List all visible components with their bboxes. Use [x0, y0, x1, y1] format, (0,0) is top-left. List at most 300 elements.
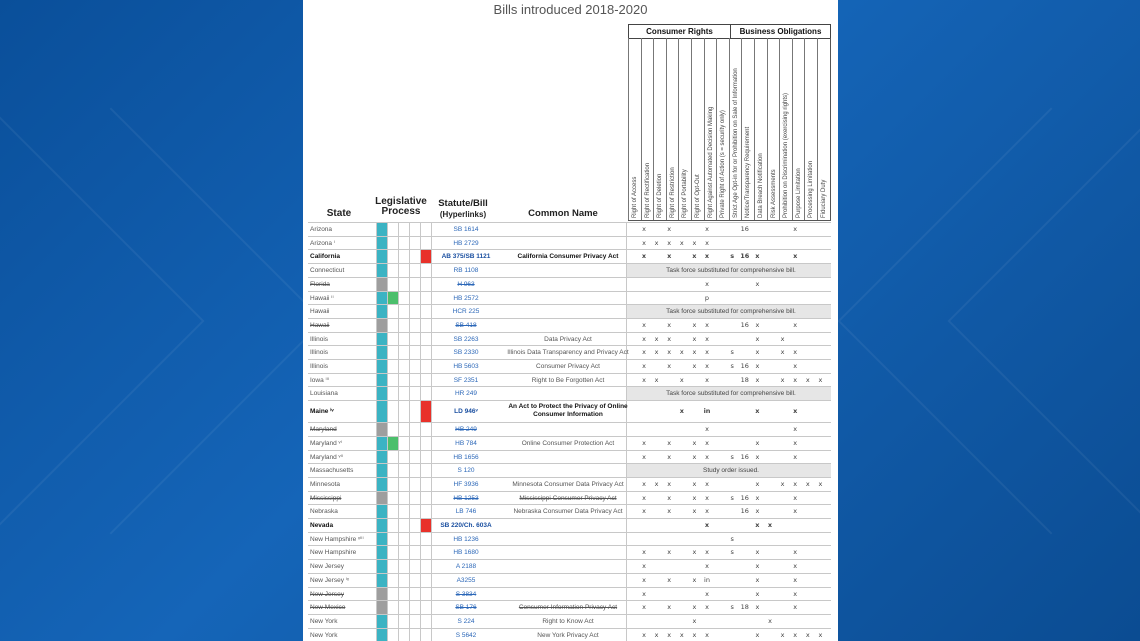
common-name: New York Privacy Act — [537, 631, 599, 639]
rotated-column-header — [804, 38, 818, 220]
mark-cell: x — [642, 238, 646, 247]
mark-cell: x — [667, 452, 672, 461]
table-row — [308, 263, 831, 277]
mark-cell: x — [642, 575, 646, 584]
mark-cell: x — [642, 334, 646, 343]
table-row — [308, 345, 831, 359]
column-header-label: Purpose Limitation — [795, 168, 802, 218]
mark-cell: x — [642, 562, 646, 571]
mark-cell: p — [704, 293, 710, 302]
legislative-process-teal-cell — [376, 560, 387, 573]
mark-cell: x — [667, 252, 672, 261]
state-name: New Jersey — [310, 590, 344, 598]
mark-cell: x — [793, 548, 798, 557]
mark-cell: x — [667, 575, 672, 584]
legislative-process-teal-cell — [376, 305, 387, 318]
table-row — [308, 400, 831, 422]
common-name: Data Privacy Act — [544, 335, 592, 343]
table-row — [308, 532, 831, 546]
table-row — [308, 236, 831, 250]
mark-cell: x — [793, 603, 798, 612]
mark-cell: s — [730, 534, 734, 543]
mark-cell: x — [692, 548, 697, 557]
statute-bill-header: Statute/Bill — [438, 198, 488, 209]
mark-cell: x — [692, 320, 697, 329]
mark-cell: 16 — [740, 252, 750, 261]
mark-cell: x — [793, 348, 798, 357]
mark-cell: x — [692, 334, 697, 343]
mark-cell: x — [705, 334, 709, 343]
mark-cell: x — [642, 438, 646, 447]
mark-cell: x — [679, 238, 684, 247]
state-name: New Jersey — [310, 563, 344, 571]
legislative-process-teal-cell — [376, 437, 387, 450]
mark-cell: x — [755, 603, 760, 612]
mark-cell: x — [667, 334, 672, 343]
document-subtitle: Bills introduced 2018-2020 — [493, 2, 648, 17]
table-row — [308, 332, 831, 346]
mark-cell: x — [642, 493, 646, 502]
mark-cell: x — [755, 375, 760, 384]
mark-cell: x — [755, 334, 760, 343]
table-row — [308, 373, 831, 387]
mark-cell: s — [730, 362, 734, 370]
common-name: California Consumer Privacy Act — [517, 253, 619, 261]
legislative-process-gray-cell — [376, 492, 387, 505]
mark-cell: x — [755, 348, 760, 357]
mark-cell: x — [793, 407, 798, 416]
mark-cell: x — [692, 493, 697, 502]
mark-cell: x — [705, 452, 709, 461]
legislative-process-teal-cell — [376, 574, 387, 587]
legislative-process-teal-cell — [376, 629, 387, 641]
bill-link[interactable]: SB 2263 — [453, 335, 479, 343]
mark-cell: x — [704, 521, 710, 529]
mark-cell: x — [642, 375, 646, 384]
table-row — [308, 477, 831, 491]
legislative-process-teal-cell — [376, 451, 387, 464]
mark-cell: x — [755, 452, 760, 461]
rotated-column-header — [767, 38, 781, 220]
legislative-process-teal-cell — [376, 401, 387, 422]
mark-cell: x — [642, 348, 646, 357]
legislative-process-teal-cell — [376, 533, 387, 546]
mark-cell: x — [679, 630, 684, 639]
mark-cell: x — [793, 493, 798, 502]
bill-link[interactable]: SB 2330 — [453, 349, 479, 357]
mark-cell: x — [768, 616, 772, 625]
legislative-process-teal-cell — [376, 505, 387, 518]
mark-cell: x — [692, 507, 697, 516]
legislative-process-teal-cell — [376, 519, 387, 532]
table-row — [308, 249, 831, 263]
mark-cell: x — [755, 507, 760, 516]
mark-cell: s — [730, 603, 734, 612]
mark-cell: x — [780, 479, 785, 488]
column-header-label: Right of Access — [632, 176, 638, 218]
rotated-column-header — [729, 38, 743, 220]
mark-cell: s — [730, 493, 734, 502]
state-name: Louisiana — [310, 390, 338, 398]
mark-cell: x — [793, 252, 798, 261]
bill-link[interactable]: HB 2572 — [453, 294, 479, 302]
mark-cell: x — [755, 493, 760, 502]
mark-cell: x — [705, 348, 709, 357]
legislative-process-gray-cell — [376, 588, 387, 601]
bill-link[interactable]: AB 375/SB 1121 — [441, 253, 491, 261]
common-name: Consumer Privacy Act — [536, 363, 600, 370]
mark-cell: x — [641, 252, 647, 261]
mark-cell: x — [755, 362, 760, 370]
bill-link[interactable]: SB 1614 — [453, 226, 479, 233]
column-header-label: Right of Portability — [682, 169, 689, 218]
mark-cell: x — [705, 493, 709, 502]
column-header-label: Processing Limitation — [808, 160, 815, 218]
mark-cell: x — [705, 425, 709, 434]
bill-link[interactable]: A3255 — [456, 576, 476, 584]
mark-cell: 16 — [740, 507, 749, 516]
mark-cell: x — [755, 630, 760, 639]
legislative-process-teal-cell — [376, 223, 387, 236]
bill-link[interactable]: HB 5603 — [453, 363, 479, 370]
legislative-process-teal-cell — [376, 292, 387, 305]
legislative-process-gray-cell — [376, 601, 387, 614]
mark-cell: x — [755, 589, 760, 598]
mark-cell: x — [667, 362, 672, 370]
bill-link[interactable]: HB 1680 — [453, 549, 479, 557]
mark-cell: x — [692, 362, 697, 370]
mark-cell: x — [667, 438, 672, 447]
column-header-label: Notice/Transparency Requirement — [745, 126, 752, 218]
legislative-process-gray-cell — [376, 319, 387, 332]
mark-cell: x — [793, 438, 798, 447]
common-name: An Act to Protect the Privacy of Online Consumer Information — [508, 403, 628, 419]
mark-cell: x — [667, 225, 672, 233]
mark-cell: x — [692, 252, 697, 261]
mark-cell: x — [705, 375, 709, 384]
mark-cell: x — [705, 630, 709, 639]
rotated-column-header — [792, 38, 806, 220]
mark-cell: x — [780, 630, 785, 639]
legislative-process-header: Legislative Process — [375, 196, 427, 217]
legislative-process-gray-cell — [376, 278, 387, 291]
mark-cell: x — [705, 562, 709, 571]
state-name: Maryland ᵛⁱⁱ — [310, 453, 343, 461]
state-name: Hawaii — [310, 308, 330, 316]
bill-link[interactable]: SB 418 — [455, 321, 477, 329]
mark-cell: x — [755, 562, 760, 571]
hyperlinks-header: (Hyperlinks) — [439, 210, 487, 219]
mark-cell: x — [755, 320, 760, 329]
column-header-label: Private Right of Action (s = security only) — [720, 110, 727, 218]
mark-cell: x — [642, 225, 646, 233]
common-name: Right to Know Act — [542, 617, 594, 625]
bill-link[interactable]: SB 220/Ch. 603A — [440, 522, 492, 529]
legislative-process-teal-cell — [376, 374, 387, 387]
mark-cell: in — [703, 407, 711, 416]
mark-cell: x — [755, 548, 760, 557]
mark-cell: x — [692, 348, 697, 357]
mark-cell: x — [654, 334, 659, 343]
column-header-label: Right of Opt-Out — [695, 174, 701, 218]
common-name: Mississippi Consumer Privacy Act — [519, 494, 617, 502]
table-row — [308, 318, 831, 332]
mark-cell: x — [805, 375, 810, 384]
column-header-label: Strict Age Opt-in for or Prohibition on Sale of Information — [732, 68, 739, 218]
bill-link[interactable]: HB 2729 — [453, 239, 479, 247]
rotated-column-header — [754, 38, 768, 220]
table-row — [308, 573, 831, 587]
mark-cell: x — [805, 630, 810, 639]
table-row — [308, 600, 831, 614]
common-name: Nebraska Consumer Data Privacy Act — [513, 508, 623, 516]
rotated-column-header — [741, 38, 755, 220]
bill-link[interactable]: HB 784 — [455, 439, 477, 447]
common-name: Online Consumer Protection Act — [521, 439, 615, 447]
state-name: New York — [310, 617, 338, 625]
rotated-column-header — [653, 38, 667, 220]
mark-cell: x — [705, 438, 709, 447]
mark-cell: x — [805, 479, 810, 488]
common-name: Consumer Information Privacy Act — [518, 604, 618, 612]
row-note: Task force substituted for comprehensive bill. — [666, 308, 796, 316]
mark-cell: x — [692, 238, 697, 247]
mark-cell: x — [793, 425, 798, 434]
rotated-column-header — [628, 38, 642, 220]
bill-link[interactable]: LB 746 — [455, 508, 477, 516]
mark-cell: x — [780, 375, 785, 384]
row-note: Task force substituted for comprehensive bill. — [666, 267, 796, 275]
mark-cell: 16 — [740, 362, 749, 370]
mark-cell: x — [793, 479, 798, 488]
state-name: Florida — [310, 280, 330, 288]
table-row — [308, 463, 831, 477]
mark-cell: x — [667, 493, 672, 502]
column-header-label: Prohibition on Discrimination (exercising rights) — [783, 92, 790, 218]
table-row — [308, 587, 831, 601]
mark-cell: x — [667, 603, 672, 612]
bill-link[interactable]: S 120 — [457, 467, 475, 475]
mark-cell: x — [704, 252, 710, 261]
mark-cell: 18 — [740, 375, 749, 384]
mark-cell: x — [642, 603, 646, 612]
bill-link[interactable]: A 2188 — [455, 563, 477, 571]
business-obligations-header: Business Obligations — [730, 24, 831, 39]
mark-cell: x — [667, 630, 672, 639]
mark-cell: x — [705, 320, 709, 329]
state-name: New York — [310, 631, 338, 639]
state-name: Maryland — [310, 426, 337, 434]
mark-cell: x — [692, 630, 697, 639]
mark-cell: x — [654, 238, 659, 247]
state-header: State — [326, 208, 352, 219]
mark-cell: 16 — [740, 225, 749, 233]
common-name: Minnesota Consumer Data Privacy Act — [512, 480, 624, 488]
column-header-label: Fiduciary Duty — [821, 179, 827, 218]
mark-cell: x — [793, 575, 798, 584]
bill-link[interactable]: HB 249 — [455, 426, 477, 434]
common-name: Right to Be Forgotten Act — [531, 376, 605, 384]
column-header-label: Right Against Automated Decision Making — [707, 106, 714, 218]
mark-cell: x — [705, 548, 709, 557]
bill-link[interactable]: RB 1108 — [453, 267, 479, 275]
state-name: Nevada — [310, 522, 334, 529]
mark-cell: x — [793, 362, 798, 370]
state-name: Nebraska — [310, 508, 338, 516]
mark-cell: x — [642, 630, 646, 639]
rotated-column-header — [691, 38, 705, 220]
state-name: New Jersey ⁱˣ — [310, 576, 350, 584]
table-row — [308, 559, 831, 573]
legislative-process-teal-cell — [376, 387, 387, 400]
mark-cell: x — [755, 438, 760, 447]
mark-cell: s — [730, 452, 734, 461]
mark-cell: x — [780, 348, 785, 357]
bill-link[interactable]: S 5642 — [455, 631, 477, 639]
bill-link[interactable]: H 963 — [457, 280, 475, 288]
table-row — [308, 545, 831, 559]
bill-link[interactable]: HF 3936 — [453, 480, 479, 488]
mark-cell: x — [793, 375, 798, 384]
common-name-header: Common Name — [528, 208, 598, 219]
state-name: Arizona ⁱ — [310, 239, 336, 247]
mark-cell: x — [642, 320, 646, 329]
bill-link[interactable]: S 3834 — [455, 590, 477, 598]
bill-link[interactable]: HB 1253 — [453, 494, 479, 502]
mark-cell: x — [767, 521, 773, 529]
state-name: New Mexico — [310, 604, 346, 612]
mark-cell: x — [667, 320, 672, 329]
rotated-column-header — [817, 38, 831, 220]
mark-cell: x — [705, 479, 709, 488]
table-row — [308, 436, 831, 450]
mark-cell: x — [692, 603, 697, 612]
mark-cell: s — [730, 348, 734, 357]
table-row — [308, 277, 831, 291]
column-header-label: Right of Deletion — [657, 173, 664, 218]
mark-cell: x — [755, 521, 760, 529]
state-name: Hawaii — [310, 321, 330, 329]
mark-cell: x — [705, 603, 709, 612]
mark-cell: x — [642, 507, 646, 516]
mark-cell: x — [692, 438, 697, 447]
state-name: Maine ⁱᵛ — [310, 408, 334, 416]
row-note: Task force substituted for comprehensive bill. — [666, 390, 796, 398]
state-name: Connecticut — [310, 267, 345, 275]
mark-cell: x — [692, 575, 697, 584]
mark-cell: x — [705, 507, 709, 516]
legislative-process-teal-cell — [376, 478, 387, 491]
mark-cell: x — [705, 279, 709, 288]
legislative-process-teal-cell — [376, 546, 387, 559]
mark-cell: x — [642, 452, 646, 461]
state-name: Maryland ᵛⁱ — [310, 439, 342, 447]
mark-cell: x — [642, 479, 646, 488]
mark-cell: x — [755, 479, 760, 488]
mark-cell: x — [667, 507, 672, 516]
table-row — [308, 291, 831, 305]
mark-cell: x — [705, 362, 709, 370]
mark-cell: x — [654, 479, 659, 488]
bill-link[interactable]: SB 176 — [455, 604, 477, 612]
mark-cell: x — [793, 589, 798, 598]
rotated-column-header — [666, 38, 680, 220]
mark-cell: 16 — [740, 452, 749, 461]
mark-cell: s — [730, 252, 735, 261]
mark-cell: x — [667, 548, 672, 557]
mark-cell: x — [679, 407, 684, 416]
table-row — [308, 614, 831, 628]
legislative-process-gray-cell — [376, 423, 387, 436]
bill-link[interactable]: SF 2351 — [453, 376, 479, 384]
bill-link[interactable]: HB 1656 — [453, 453, 479, 461]
column-header-label: Right of Restriction — [669, 167, 676, 218]
common-name: Illinois Data Transparency and Privacy Act — [507, 349, 629, 357]
mark-cell: x — [755, 252, 760, 261]
mark-cell: x — [818, 375, 823, 384]
bill-link[interactable]: HCR 225 — [452, 308, 480, 316]
legislative-process-teal-cell — [376, 346, 387, 359]
table-row — [308, 450, 831, 464]
legislative-process-teal-cell — [376, 360, 387, 373]
rotated-column-header — [678, 38, 692, 220]
mark-cell: x — [654, 630, 659, 639]
mark-cell: 18 — [740, 603, 749, 612]
column-header-label: Right of Rectification — [644, 162, 651, 218]
state-name: Illinois — [310, 335, 329, 343]
bill-link[interactable]: LD 946ᵛ — [454, 408, 478, 416]
table-row — [308, 304, 831, 318]
state-name: Iowa ⁱⁱⁱ — [310, 376, 330, 384]
state-name: Arizona — [310, 226, 333, 233]
mark-cell: x — [667, 348, 672, 357]
table-row — [308, 386, 831, 400]
bill-link[interactable]: HB 1236 — [453, 535, 479, 543]
mark-cell: x — [793, 225, 798, 233]
legislative-process-teal-cell — [376, 237, 387, 250]
rotated-column-header — [779, 38, 793, 220]
mark-cell: x — [793, 562, 798, 571]
bill-link[interactable]: S 224 — [457, 617, 475, 625]
mark-cell: x — [642, 548, 646, 557]
mark-cell: x — [705, 225, 709, 233]
mark-cell: x — [654, 375, 659, 384]
rotated-column-header — [716, 38, 730, 220]
table-row — [308, 491, 831, 505]
rotated-column-header — [704, 38, 718, 220]
mark-cell: x — [642, 362, 646, 370]
table-row — [308, 422, 831, 436]
table-row — [308, 359, 831, 373]
mark-cell: x — [679, 348, 684, 357]
mark-cell: x — [667, 479, 672, 488]
table-row — [308, 504, 831, 518]
state-name: Illinois — [310, 349, 329, 357]
table-row — [308, 222, 831, 236]
legislative-process-teal-cell — [376, 333, 387, 346]
state-name: Illinois — [310, 363, 329, 370]
bill-link[interactable]: HR 249 — [454, 390, 478, 398]
mark-cell: x — [793, 320, 798, 329]
rotated-column-header — [641, 38, 655, 220]
legislative-process-teal-cell — [376, 615, 387, 628]
mark-cell: x — [667, 238, 672, 247]
mark-cell: x — [818, 630, 823, 639]
mark-cell: 16 — [740, 493, 749, 502]
mark-cell: x — [793, 452, 798, 461]
mark-cell: x — [818, 479, 823, 488]
mark-cell: x — [692, 479, 697, 488]
